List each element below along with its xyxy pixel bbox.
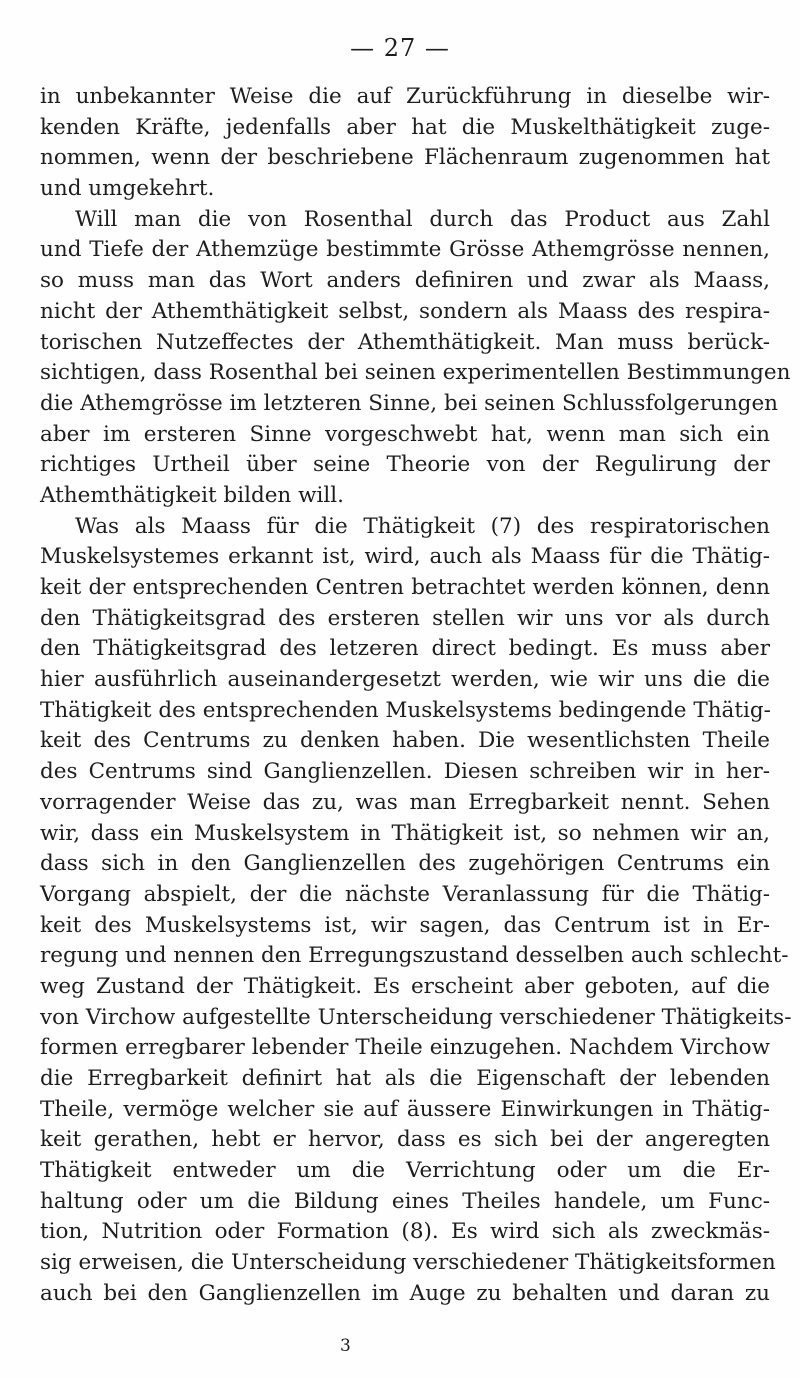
- text-line: die Erregbarkeit definirt hat als die Eigenschaft der lebenden: [40, 1066, 770, 1091]
- text-line: Thätigkeit entweder um die Verrichtung oder um die Er-: [40, 1158, 770, 1184]
- text-line: keit gerathen, hebt er hervor, dass es sich bei der angeregten: [40, 1127, 770, 1153]
- text-line: nicht der Athemthätigkeit selbst, sondern als Maass des respira-: [40, 298, 770, 324]
- text-line: Theile, vermöge welcher sie auf äussere Einwirkungen in Thätig-: [40, 1096, 770, 1122]
- text-line: keit des Centrums zu denken haben. Die wesentlichsten Theile: [40, 728, 770, 754]
- text-line: in unbekannter Weise die auf Zurückführung in dieselbe wir-: [40, 84, 770, 109]
- text-line: Muskelsystemes erkannt ist, wird, auch als Maass für die Thätig-: [40, 544, 770, 570]
- text-line: torischen Nutzeffectes der Athemthätigkeit. Man muss berück-: [40, 329, 770, 355]
- text-line: hier ausführlich auseinandergesetzt werden, wie wir uns die die: [40, 667, 770, 693]
- body-text: [40, 82, 792, 1310]
- text-line: Vorgang abspielt, der die nächste Veranlassung für die Thätig-: [40, 881, 770, 907]
- text-line: sig erweisen, die Unterscheidung verschiedener Thätigkeitsformen: [40, 1250, 776, 1276]
- page-number: — 27 —: [350, 34, 450, 62]
- text-line: Thätigkeit des entsprechenden Muskelsystems bedingende Thätig-: [40, 697, 771, 723]
- text-line: tion, Nutrition oder Formation (8). Es wird sich als zweckmäs-: [40, 1219, 770, 1245]
- text-line: dass sich in den Ganglienzellen des zugehörigen Centrums ein: [40, 851, 770, 877]
- text-line: von Virchow aufgestellte Unterscheidung verschiedener Thätigkeits-: [40, 1004, 792, 1030]
- signature-mark: 3: [340, 1336, 351, 1356]
- text-line: keit der entsprechenden Centren betrachtet werden können, denn: [40, 575, 770, 600]
- text-line: so muss man das Wort anders definiren und zwar als Maass,: [40, 268, 770, 294]
- text-line: wir, dass ein Muskelsystem in Thätigkeit ist, so nehmen wir an,: [40, 820, 770, 846]
- text-line: Will man die von Rosenthal durch das Product aus Zahl: [75, 206, 770, 232]
- text-line: die Athemgrösse im letzteren Sinne, bei seinen Schlussfolgerungen: [40, 390, 779, 416]
- text-line: weg Zustand der Thätigkeit. Es erscheint aber geboten, auf die: [40, 973, 770, 999]
- text-line: vorragender Weise das zu, was man Erregbarkeit nennt. Sehen: [40, 789, 770, 815]
- text-line: Was als Maass für die Thätigkeit (7) des respiratorischen: [75, 513, 770, 539]
- text-line: und umgekehrt.: [40, 176, 215, 202]
- text-line: nommen, wenn der beschriebene Flächenraum zugenommen hat: [40, 145, 770, 171]
- text-line: regung und nennen den Erregungszustand desselben auch schlecht-: [40, 943, 789, 969]
- text-line: formen erregbarer lebender Theile einzugehen. Nachdem Virchow: [40, 1035, 770, 1061]
- text-line: keit des Muskelsystems ist, wir sagen, das Centrum ist in Er-: [40, 912, 770, 938]
- text-line: haltung oder um die Bildung eines Theiles handele, um Func-: [40, 1188, 770, 1214]
- text-line: auch bei den Ganglienzellen im Auge zu behalten und daran zu: [40, 1280, 770, 1306]
- text-line: aber im ersteren Sinne vorgeschwebt hat, wenn man sich ein: [40, 421, 770, 447]
- text-line: kenden Kräfte, jedenfalls aber hat die Muskelthätigkeit zuge-: [40, 114, 770, 140]
- text-line: den Thätigkeitsgrad des ersteren stellen wir uns vor als durch: [40, 605, 770, 631]
- text-line: den Thätigkeitsgrad des letzeren direct bedingt. Es muss aber: [40, 636, 770, 662]
- text-line: richtiges Urtheil über seine Theorie von der Regulirung der: [40, 452, 770, 478]
- text-line: sichtigen, dass Rosenthal bei seinen experimentellen Bestimmungen: [40, 360, 791, 386]
- text-line: Athemthätigkeit bilden will.: [40, 482, 344, 508]
- text-line: des Centrums sind Ganglienzellen. Diesen schreiben wir in her-: [40, 759, 770, 785]
- text-line: und Tiefe der Athemzüge bestimmte Grösse Athemgrösse nennen,: [40, 237, 770, 263]
